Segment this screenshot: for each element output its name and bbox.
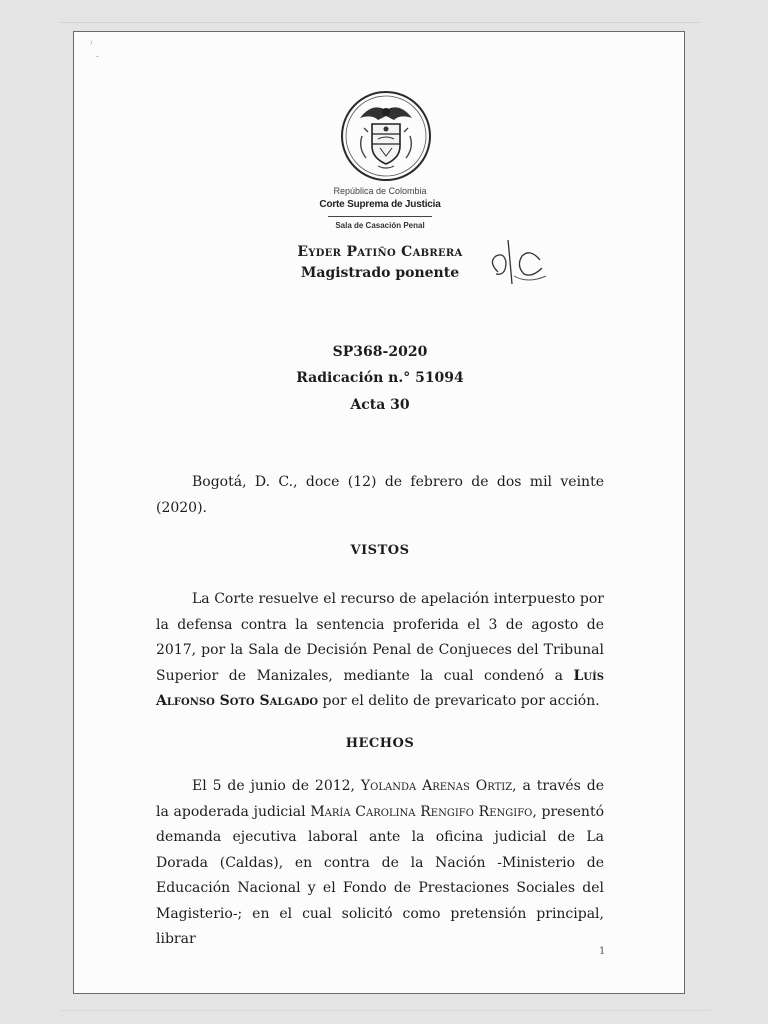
plaintiff-name: Yolanda Arenas Ortiz xyxy=(360,778,513,794)
hechos-paragraph xyxy=(156,774,604,953)
page-number: 1 xyxy=(599,946,606,957)
act-number: Acta 30 xyxy=(350,397,410,413)
date-line xyxy=(156,470,604,521)
scan-top-edge xyxy=(60,0,700,23)
header-chamber: Sala de Casación Penal xyxy=(335,221,425,230)
header-country: República de Colombia xyxy=(333,186,427,196)
vistos-text-1: La Corte resuelve el recurso de apelación interpuesto por la defensa contra la sentencia proferida el 3 de agosto de 2017, por la Sala de Decisión Penal de Conjueces del Tribunal Superior de Manizales, mediante la cual condenó a xyxy=(156,591,604,684)
coat-of-arms-seal-icon xyxy=(338,88,434,184)
heading-hechos: HECHOS xyxy=(345,736,415,751)
handwritten-initials xyxy=(484,232,554,292)
vistos-text-2: por el delito de prevaricato por acción. xyxy=(322,693,600,709)
heading-vistos: VISTOS xyxy=(350,543,410,558)
scan-speck: ⁾ xyxy=(90,40,93,50)
document-page xyxy=(73,31,685,994)
ruling-number: SP368-2020 xyxy=(332,344,428,360)
attorney-name: María Carolina Rengifo Rengifo xyxy=(310,803,533,820)
judge-name: Eyder Patiño Cabrera xyxy=(297,244,463,260)
header-divider xyxy=(328,216,432,217)
defendant-name: Luís Alfonso Soto Salgado xyxy=(156,667,604,709)
hechos-text-3: , presentó demanda ejecutiva laboral ante la oficina judicial de La Dorada (Caldas), en contra de la Nación -Ministerio de Educación Nacional y el Fondo de Prestaciones Sociales del Magisterio-; en el cual solicitó como pretensión principal, librar xyxy=(156,803,604,947)
radication-number: Radicación n.° 51094 xyxy=(296,370,464,386)
scan-speck: - xyxy=(96,52,100,62)
vistos-paragraph xyxy=(156,587,604,715)
judge-role: Magistrado ponente xyxy=(300,265,460,281)
header-court: Corte Suprema de Justicia xyxy=(319,199,441,210)
date-text: Bogotá, D. C., doce (12) de febrero de dos mil veinte (2020). xyxy=(156,474,604,516)
hechos-text-2: , a través de la apoderada judicial xyxy=(156,778,604,820)
hechos-text-1: El 5 de junio de 2012, xyxy=(192,778,355,794)
scan-bottom-edge xyxy=(60,1010,710,1011)
